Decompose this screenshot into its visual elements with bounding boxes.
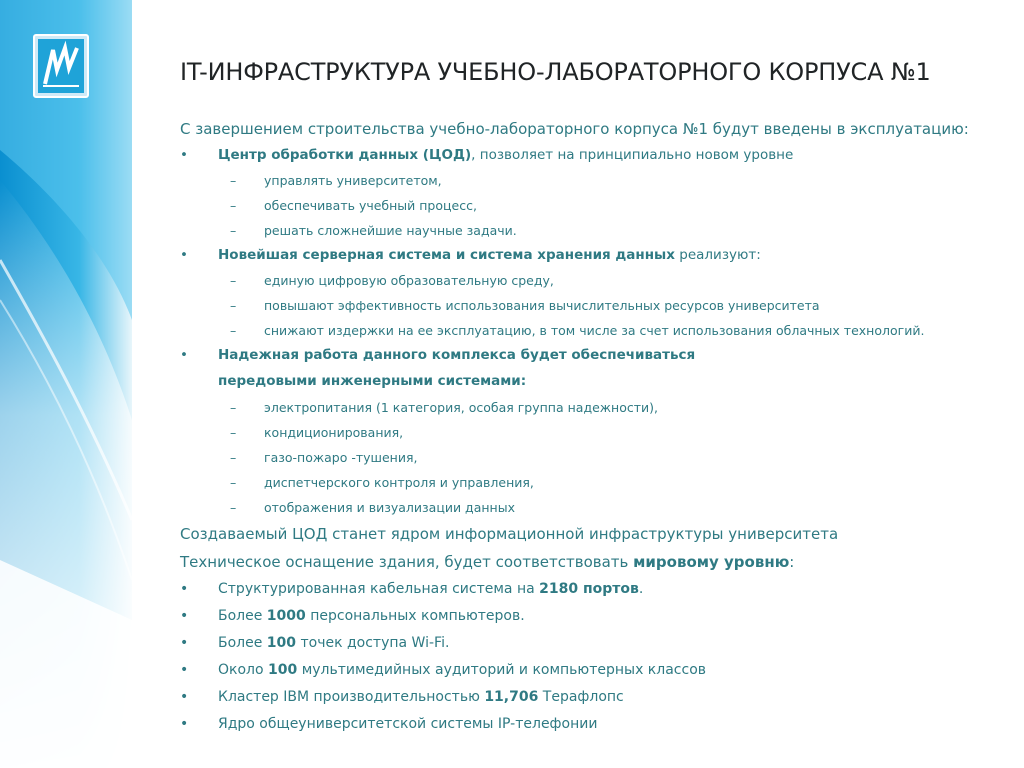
bullet-icon: • (180, 581, 189, 597)
spec-item: • Кластер IBM производительностью 11,706 Терафлопс (180, 684, 1024, 711)
spec-item: • Ядро общеуниверситетской системы IP-телефонии (180, 711, 1024, 738)
page-title: IT-ИНФРАСТРУКТУРА УЧЕБНО-ЛАБОРАТОРНОГО КОРПУСА №1 (180, 58, 931, 86)
decorative-blue-wave (0, 0, 132, 768)
bullet-icon: • (180, 716, 189, 732)
paragraph: Техническое оснащение здания, будет соответствовать мировому уровню: (180, 553, 795, 571)
sub-item: – управлять университетом, (230, 173, 442, 188)
spec-item: • Более 1000 персональных компьютеров. (180, 603, 1024, 630)
bullet-icon: • (180, 635, 189, 651)
sub-item: – диспетчерского контроля и управления, (230, 475, 534, 490)
bullet-icon: • (180, 689, 189, 705)
spec-item: • Структурированная кабельная система на 2180 портов. (180, 576, 1024, 603)
item-bold: Центр обработки данных (ЦОД) (218, 147, 472, 163)
content-body (180, 115, 1024, 738)
sub-item: – газо-пожаро -тушения, (230, 450, 418, 465)
sub-item: – повышают эффективность использования вычислительных ресурсов университета (230, 298, 820, 313)
sub-item: – снижают издержки на ее эксплуатацию, в том числе за счет использования облачных технологий. (230, 323, 925, 338)
sub-item: – отображения и визуализации данных (230, 500, 515, 515)
list-item: • Надежная работа данного комплекса будет обеспечиваться (180, 343, 1024, 368)
bullet-icon: • (180, 608, 189, 624)
sub-item: – кондиционирования, (230, 425, 404, 440)
list-item: • Центр обработки данных (ЦОД), позволяет на принципиально новом уровне (180, 143, 1024, 168)
bullet-icon: • (180, 347, 188, 363)
sub-item: – единую цифровую образовательную среду, (230, 273, 554, 288)
sub-item: – электропитания (1 категория, особая группа надежности), (230, 400, 658, 415)
university-logo-icon (33, 34, 89, 98)
sub-item: – обеспечивать учебный процесс, (230, 198, 477, 213)
list-item: • Новейшая серверная система и система хранения данных реализуют: (180, 243, 1024, 268)
paragraph: Создаваемый ЦОД станет ядром информационной инфраструктуры университета (180, 525, 839, 543)
bullet-icon: • (180, 662, 189, 678)
bullet-icon: • (180, 147, 188, 163)
spec-item: • Около 100 мультимедийных аудиторий и компьютерных классов (180, 657, 1024, 684)
bullet-icon: • (180, 247, 188, 263)
spec-item: • Более 100 точек доступа Wi-Fi. (180, 630, 1024, 657)
list-item-continuation: передовыми инженерными системами: (218, 373, 527, 389)
sub-item: – решать сложнейшие научные задачи. (230, 223, 517, 238)
intro-text: С завершением строительства учебно-лабораторного корпуса №1 будут введены в эксплуатацию: (180, 120, 969, 138)
item-bold: Новейшая серверная система и система хранения данных (218, 247, 675, 263)
